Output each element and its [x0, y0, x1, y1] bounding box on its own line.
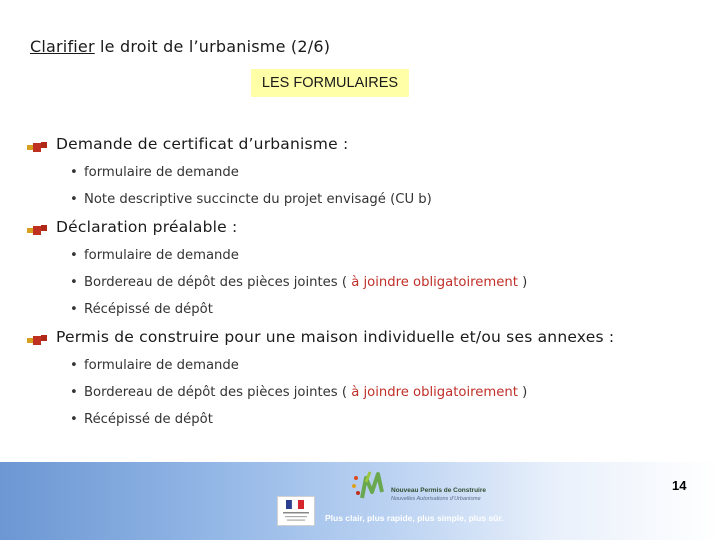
list-item: • Bordereau de dépôt des pièces jointes ( à joindre obligatoirement ) [70, 385, 528, 400]
republic-logo-icon [277, 496, 315, 526]
bullet-dot: • [70, 302, 78, 317]
bullet-icon [27, 141, 49, 153]
permis-logo-icon [350, 468, 390, 502]
section-heading: Demande de certificat d’urbanisme : [56, 135, 349, 153]
bullet-dot: • [70, 358, 78, 373]
bullet-icon [27, 334, 49, 346]
footer-slogan: Plus clair, plus rapide, plus simple, plus sûr. [325, 513, 504, 523]
slide-title [30, 37, 330, 56]
logo-subtitle: Nouvelles Autorisations d’Urbanisme [391, 496, 481, 502]
bullet-dot: • [70, 385, 78, 400]
logo-title: Nouveau Permis de Construire [391, 487, 486, 494]
list-item: • Récépissé de dépôt [70, 412, 213, 427]
section-heading: Déclaration préalable : [56, 218, 238, 236]
list-item: • formulaire de demande [70, 248, 239, 263]
title-keyword: Clarifier [30, 37, 95, 56]
list-item: • Note descriptive succincte du projet envisagé (CU b) [70, 192, 432, 207]
bullet-dot: • [70, 248, 78, 263]
list-item: • formulaire de demande [70, 358, 239, 373]
title-rest: le droit de l’urbanisme (2/6) [94, 37, 331, 56]
forms-badge: LES FORMULAIRES [251, 69, 409, 97]
bullet-icon [27, 224, 49, 236]
required-note: à joindre obligatoirement [351, 385, 518, 400]
bullet-dot: • [70, 192, 78, 207]
bullet-dot: • [70, 165, 78, 180]
section-heading: Permis de construire pour une maison individuelle et/ou ses annexes : [56, 328, 615, 346]
bullet-dot: • [70, 275, 78, 290]
bullet-dot: • [70, 412, 78, 427]
list-item: • Bordereau de dépôt des pièces jointes ( à joindre obligatoirement ) [70, 275, 528, 290]
page-number: 14 [672, 478, 687, 493]
list-item: • Récépissé de dépôt [70, 302, 213, 317]
list-item: • formulaire de demande [70, 165, 239, 180]
required-note: à joindre obligatoirement [351, 275, 518, 290]
